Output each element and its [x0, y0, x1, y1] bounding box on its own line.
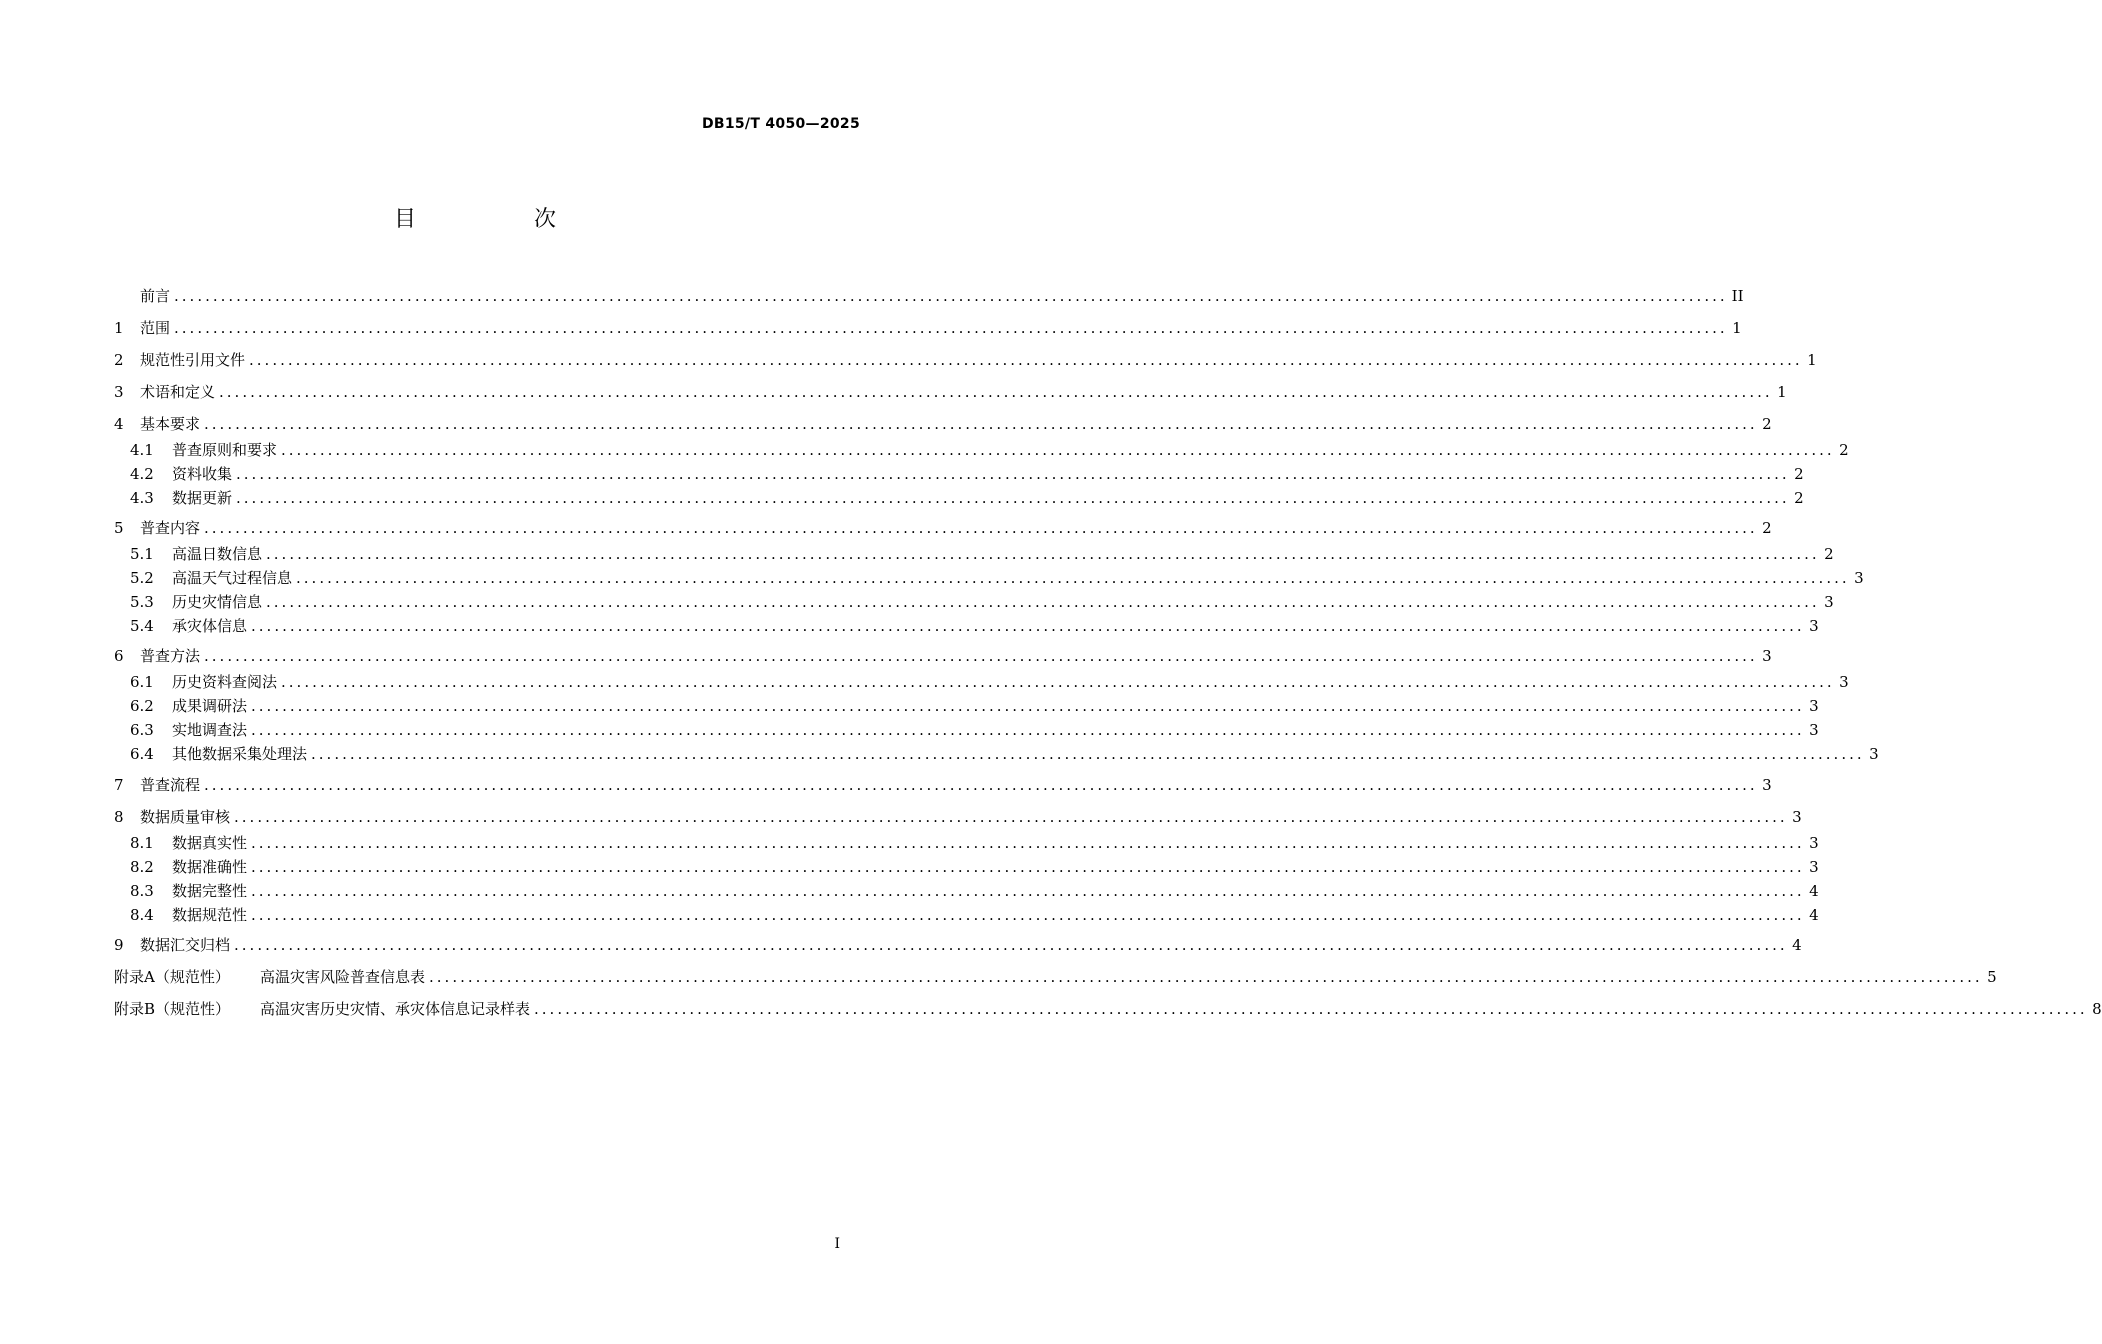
toc-entry[interactable] [114, 999, 2102, 1019]
toc-entry-title: 规范性引用文件 [140, 351, 246, 369]
toc-entry-page: 2 [1839, 441, 1849, 459]
toc-entry-title: 普查方法 [140, 647, 201, 665]
toc-leader-dots: ........................................................................................................................................................................................................ [204, 647, 1758, 665]
toc-entry-page: 3 [1809, 858, 1819, 876]
toc-entry-number: 附录A（规范性） [114, 968, 230, 986]
toc-entry-title: 数据完整性 [172, 882, 248, 900]
toc-entry-number: 3 [114, 383, 124, 401]
toc-entry-number: 4.1 [130, 441, 154, 459]
toc-entry-page: 8 [2092, 1000, 2102, 1018]
toc-entry[interactable] [114, 592, 1834, 612]
toc-entry-number: 6 [114, 647, 124, 665]
toc-entry-number: 1 [114, 319, 124, 337]
toc-entry-number: 8 [114, 808, 124, 826]
table-of-contents [114, 286, 2102, 1019]
toc-entry-title: 高温天气过程信息 [172, 569, 293, 587]
toc-leader-dots: ........................................................................................................................................................................................................ [281, 441, 1835, 459]
toc-entry[interactable] [114, 672, 1849, 692]
toc-leader-dots: ........................................................................................................................................................................................................ [251, 882, 1805, 900]
toc-leader-dots: ........................................................................................................................................................................................................ [234, 808, 1788, 826]
toc-leader-dots: ........................................................................................................................................................................................................ [296, 569, 1850, 587]
toc-entry-title: 成果调研法 [172, 697, 248, 715]
toc-entry-number: 8.1 [130, 834, 154, 852]
toc-entry-title: 前言 [140, 287, 171, 305]
toc-entry-page: 2 [1794, 465, 1804, 483]
toc-entry-title: 数据真实性 [172, 834, 248, 852]
toc-entry-page: 4 [1809, 882, 1819, 900]
toc-entry[interactable] [114, 286, 1744, 306]
toc-leader-dots: ........................................................................................................................................................................................................ [534, 1000, 2088, 1018]
toc-entry-page: 3 [1809, 617, 1819, 635]
toc-entry-title: 基本要求 [140, 415, 201, 433]
toc-entry[interactable] [114, 544, 1834, 564]
toc-entry-page: 1 [1807, 351, 1817, 369]
toc-entry-number: 5.2 [130, 569, 154, 587]
toc-entry-page: 3 [1762, 776, 1772, 794]
toc-entry-title: 承灾体信息 [172, 617, 248, 635]
toc-entry-title: 普查内容 [140, 519, 201, 537]
toc-entry[interactable] [114, 967, 1997, 987]
toc-leader-dots: ........................................................................................................................................................................................................ [251, 858, 1805, 876]
toc-entry[interactable] [114, 616, 1819, 636]
toc-entry-number: 5.4 [130, 617, 154, 635]
toc-entry[interactable] [114, 881, 1819, 901]
toc-entry-number: 9 [114, 936, 124, 954]
toc-entry-page: 4 [1792, 936, 1802, 954]
toc-entry[interactable] [114, 905, 1819, 925]
toc-entry[interactable] [114, 720, 1819, 740]
toc-entry-title: 高温灾害风险普查信息表 [260, 968, 426, 986]
toc-entry-number: 6.2 [130, 697, 154, 715]
toc-entry[interactable] [114, 568, 1864, 588]
toc-entry-number: 5 [114, 519, 124, 537]
toc-entry[interactable] [114, 833, 1819, 853]
toc-entry-page: 2 [1762, 519, 1772, 537]
document-code: DB15/T 4050—2025 [701, 116, 860, 132]
toc-entry-title: 数据准确性 [172, 858, 248, 876]
toc-entry-number: 6.4 [130, 745, 154, 763]
toc-leader-dots: ........................................................................................................................................................................................................ [249, 351, 1803, 369]
toc-entry[interactable] [114, 518, 1772, 538]
toc-entry-page: 1 [1777, 383, 1787, 401]
toc-leader-dots: ........................................................................................................................................................................................................ [251, 697, 1805, 715]
toc-entry-number: 8.4 [130, 906, 154, 924]
toc-entry[interactable] [114, 350, 1817, 370]
toc-entry-title: 高温日数信息 [172, 545, 263, 563]
toc-entry[interactable] [114, 464, 1804, 484]
toc-entry[interactable] [114, 646, 1772, 666]
toc-entry[interactable] [114, 775, 1772, 795]
toc-entry-page: II [1731, 287, 1744, 305]
toc-leader-dots: ........................................................................................................................................................................................................ [251, 617, 1805, 635]
toc-entry-title: 数据质量审核 [140, 808, 231, 826]
toc-entry-page: 5 [1987, 968, 1997, 986]
toc-leader-dots: ........................................................................................................................................................................................................ [236, 465, 1790, 483]
toc-leader-dots: ........................................................................................................................................................................................................ [429, 968, 1983, 986]
toc-entry-page: 2 [1824, 545, 1834, 563]
toc-entry-title: 范围 [140, 319, 171, 337]
toc-entry-number: 5.3 [130, 593, 154, 611]
toc-entry-number: 6.1 [130, 673, 154, 691]
toc-entry-page: 3 [1854, 569, 1864, 587]
toc-title: 目 次 [393, 207, 604, 232]
toc-entry[interactable] [114, 382, 1787, 402]
toc-entry[interactable] [114, 857, 1819, 877]
toc-entry[interactable] [114, 696, 1819, 716]
toc-entry-title: 数据规范性 [172, 906, 248, 924]
toc-leader-dots: ........................................................................................................................................................................................................ [234, 936, 1788, 954]
toc-entry-title: 术语和定义 [140, 383, 216, 401]
toc-leader-dots: ........................................................................................................................................................................................................ [251, 906, 1805, 924]
toc-leader-dots: ........................................................................................................................................................................................................ [174, 319, 1728, 337]
toc-entry-title: 数据更新 [172, 489, 233, 507]
toc-leader-dots: ........................................................................................................................................................................................................ [204, 519, 1758, 537]
toc-entry[interactable] [114, 318, 1742, 338]
toc-entry-page: 3 [1792, 808, 1802, 826]
toc-entry-title: 资料收集 [172, 465, 233, 483]
toc-leader-dots: ........................................................................................................................................................................................................ [236, 489, 1790, 507]
toc-entry-number: 8.2 [130, 858, 154, 876]
toc-leader-dots: ........................................................................................................................................................................................................ [281, 673, 1835, 691]
toc-entry-page: 3 [1809, 697, 1819, 715]
toc-entry-page: 4 [1809, 906, 1819, 924]
toc-leader-dots: ........................................................................................................................................................................................................ [251, 721, 1805, 739]
toc-entry-page: 3 [1824, 593, 1834, 611]
toc-entry-number: 8.3 [130, 882, 154, 900]
toc-entry[interactable] [114, 744, 1879, 764]
toc-entry-page: 2 [1794, 489, 1804, 507]
toc-entry-title: 历史灾情信息 [172, 593, 263, 611]
toc-entry-title: 普查流程 [140, 776, 201, 794]
toc-leader-dots: ........................................................................................................................................................................................................ [204, 776, 1758, 794]
toc-entry-title: 普查原则和要求 [172, 441, 278, 459]
toc-entry-page: 2 [1762, 415, 1772, 433]
toc-entry-page: 3 [1839, 673, 1849, 691]
toc-entry-title: 数据汇交归档 [140, 936, 231, 954]
toc-entry-number: 4.2 [130, 465, 154, 483]
toc-entry-number: 7 [114, 776, 124, 794]
toc-entry-number: 6.3 [130, 721, 154, 739]
toc-entry-title: 历史资料查阅法 [172, 673, 278, 691]
toc-entry-number: 附录B（规范性） [114, 1000, 231, 1018]
page-number: I [834, 1236, 840, 1252]
toc-entry-page: 3 [1869, 745, 1879, 763]
toc-leader-dots: ........................................................................................................................................................................................................ [251, 834, 1805, 852]
toc-entry[interactable] [114, 440, 1849, 460]
toc-entry-page: 3 [1762, 647, 1772, 665]
toc-entry-number: 4 [114, 415, 124, 433]
toc-entry[interactable] [114, 488, 1804, 508]
toc-entry-page: 1 [1732, 319, 1742, 337]
toc-entry-title: 高温灾害历史灾情、承灾体信息记录样表 [260, 1000, 531, 1018]
toc-leader-dots: ........................................................................................................................................................................................................ [266, 593, 1820, 611]
toc-entry[interactable] [114, 935, 1802, 955]
toc-entry[interactable] [114, 414, 1772, 434]
toc-entry[interactable] [114, 807, 1802, 827]
toc-leader-dots: ........................................................................................................................................................................................................ [174, 287, 1728, 305]
toc-entry-page: 3 [1809, 834, 1819, 852]
toc-entry-title: 实地调查法 [172, 721, 248, 739]
toc-leader-dots: ........................................................................................................................................................................................................ [266, 545, 1820, 563]
toc-entry-number: 4.3 [130, 489, 154, 507]
toc-entry-page: 3 [1809, 721, 1819, 739]
toc-entry-number: 5.1 [130, 545, 154, 563]
toc-leader-dots: ........................................................................................................................................................................................................ [311, 745, 1865, 763]
toc-entry-title: 其他数据采集处理法 [172, 745, 308, 763]
toc-entry-number: 2 [114, 351, 124, 369]
toc-leader-dots: ........................................................................................................................................................................................................ [204, 415, 1758, 433]
toc-leader-dots: ........................................................................................................................................................................................................ [219, 383, 1773, 401]
